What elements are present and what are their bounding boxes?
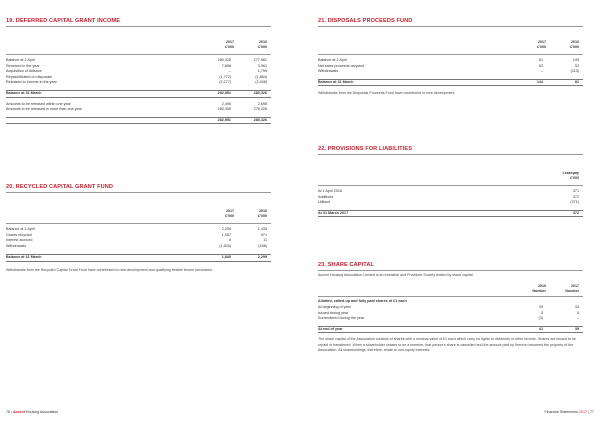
page-number: 76 xyxy=(6,410,10,414)
table-row: Issued during year 5 5 xyxy=(318,310,579,315)
table-row: Amounts to be released in more than one year 280,455 278,028 xyxy=(6,107,267,112)
total-row: Balance at 31 March 144 81 xyxy=(318,79,583,87)
table-row: Released to income in the year (3,277) (3,498) xyxy=(6,80,267,85)
column-header xyxy=(6,209,271,223)
section-note: Withdrawals from the Disposals Proceeds Fund have contributed to new development. xyxy=(318,91,456,96)
table-row: Utilised (371) xyxy=(318,200,579,205)
table-row: Balance at 1 April 2,299 1,435 xyxy=(6,227,267,231)
column-2016: 2016 £'000 xyxy=(258,40,267,49)
brand-name: Accent xyxy=(12,410,25,414)
column-leasepay: Leasepay £'000 xyxy=(562,171,579,180)
section-title: 19. DEFERRED CAPITAL GRANT INCOME xyxy=(6,18,271,27)
column-2016: 2016 £'000 xyxy=(570,40,579,49)
table-row: Received in the year 7,696 3,961 xyxy=(6,63,267,68)
table-row: Withdrawals – (113) xyxy=(318,69,579,74)
table-row: Grants recycled 1,057 971 xyxy=(6,232,267,237)
left-footer: 76 | Accent Housing Association xyxy=(6,410,59,414)
table-row: Interest accrued 8 11 xyxy=(6,238,267,243)
column-2017: 2017 £'000 xyxy=(225,209,234,218)
total-row: At 31 March 2017 372 xyxy=(318,210,583,218)
column-header xyxy=(318,40,583,54)
column-2016: 2016 Number xyxy=(532,284,546,293)
table-row: Balance at 1 April 81 149 xyxy=(318,58,579,62)
column-header xyxy=(318,171,583,185)
total-row: Balance at 31 March 282,951 280,326 xyxy=(6,90,271,98)
column-2017: 2017 £'000 xyxy=(225,40,234,49)
section-title: 22. PROVISIONS FOR LIABILITIES xyxy=(318,146,583,155)
column-2017: 2017 Number xyxy=(565,284,579,293)
table-row: Balance at 1 April 280,326 277,961 xyxy=(6,58,267,62)
table-row: Net sales proceeds recycled 63 53 xyxy=(318,63,579,68)
section-note: The share capital of the Association consists of shares with a nominal value of £1 each which carry no rights to dividends or other income. Shares are issued to be repaid or transferred. When a shareholder ceases to be a member, that person's share is cancelled and the amount paid up thereon becomes the property of the Association. All shareholdings, therefore, relate to non-equity interests. xyxy=(318,337,576,353)
section-21 xyxy=(318,18,583,97)
section-20 xyxy=(6,184,271,273)
section-title: 23. SHARE CAPITAL xyxy=(318,262,583,271)
total-row: At end of year 41 39 xyxy=(318,326,583,334)
table-row: Acquisition of Alliance – 1,799 xyxy=(6,69,267,74)
table-row: Withdrawals (1,526) (188) xyxy=(6,243,267,248)
table-row: Amounts to be released within one year 2,496 2,698 xyxy=(6,101,267,106)
table-row: Surrendered during the year (3) – xyxy=(318,316,579,321)
table-row: Additions 372 xyxy=(318,194,579,199)
section-note: Withdrawals from the Recycled Capital Grant Fund have contributed to new development and qualifying flexible tenure purchases. xyxy=(6,267,213,272)
footer-year: 2017 xyxy=(579,410,588,414)
page-number: 77 xyxy=(590,410,594,414)
section-title: 20. RECYCLED CAPITAL GRANT FUND xyxy=(6,184,271,193)
right-footer: Financial Statements 2017 | 77 xyxy=(544,410,594,414)
table-row: At 1 April 2016 371 xyxy=(318,189,579,193)
footer-label: Financial Statements xyxy=(544,410,579,414)
subheading-row: Allotted, called-up and fully paid shares of £1 each xyxy=(318,299,407,304)
table-row: Repaid/Abated on disposals (1,772) (1,884) xyxy=(6,74,267,79)
section-title: 21. DISPOSALS PROCEEDS FUND xyxy=(318,18,583,27)
section-19 xyxy=(6,18,271,124)
footer-text: Housing Association xyxy=(25,410,59,414)
column-2017: 2017 £'000 xyxy=(537,40,546,49)
grand-total-row: 282,951 280,326 xyxy=(6,117,271,125)
section-22 xyxy=(318,146,583,217)
total-row: Balance at 31 March 1,840 2,299 xyxy=(6,254,271,262)
section-intro: Accent Housing Association Limited is an Industrial and Provident Society limited by share capital. xyxy=(318,273,474,277)
column-header xyxy=(6,40,271,54)
section-23 xyxy=(318,262,583,354)
column-header xyxy=(318,284,583,296)
column-2016: 2016 £'000 xyxy=(258,209,267,218)
table-row: At beginning of year 39 34 xyxy=(318,305,579,309)
